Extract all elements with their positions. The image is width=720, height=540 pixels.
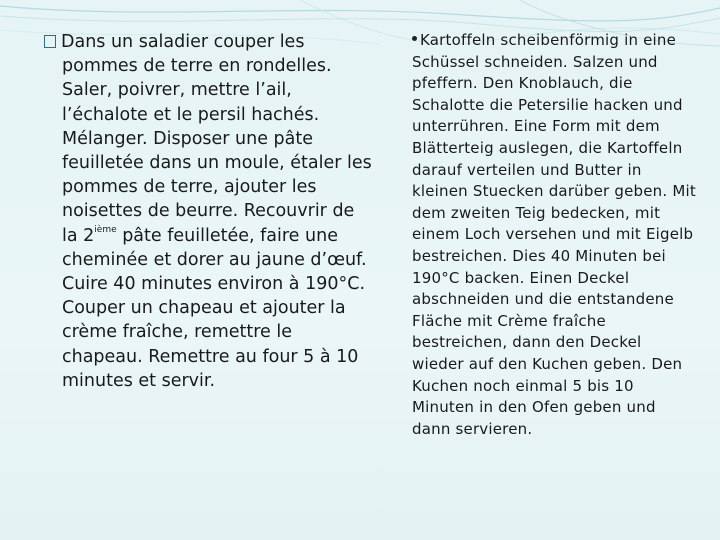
french-recipe-column [44, 30, 374, 393]
german-recipe-column [412, 30, 698, 440]
french-text-part-1: Dans un saladier couper les pommes de terre en rondelles. Saler, poivrer, mettre l’ail, l’échalote et le persil hachés. Mélanger. Disposer une pâte feuilletée dans un moule, étaler les pommes de terre, ajouter les noisettes de beurre. Recouvrir de la 2 [61, 32, 372, 246]
box-bullet-icon [44, 35, 56, 48]
german-recipe-paragraph [412, 30, 698, 440]
dot-bullet-icon [412, 36, 417, 41]
ordinal-superscript: ième [94, 224, 117, 235]
german-text: Kartoffeln scheibenförmig in eine Schüssel schneiden. Salzen und pfeffern. Den Knoblauch, die Schalotte die Petersilie hacken und unterrühren. Eine Form mit dem Blätterteig auslegen, die Kartoffeln darauf verteilen und Butter in kleinen Stuecken darüber geben. Mit dem zweiten Teig bedecken, mit einem Loch versehen und mit Eigelb bestreichen. Dies 40 Minuten bei 190°C backen. Einen Deckel abschneiden und die entstandene Fläche mit Crème fraîche bestreichen, dann den Deckel wieder auf den Kuchen geben. Den Kuchen noch einmal 5 bis 10 Minuten in den Ofen geben und dann servieren. [412, 31, 696, 438]
french-recipe-paragraph [44, 30, 374, 393]
french-text-part-2: pâte feuilletée, faire une cheminée et dorer au jaune d’œuf. Cuire 40 minutes environ à 190°C. Couper un chapeau et ajouter la crème fraîche, remettre le chapeau. Remettre au four 5 à 10 minutes et servir. [62, 225, 367, 391]
